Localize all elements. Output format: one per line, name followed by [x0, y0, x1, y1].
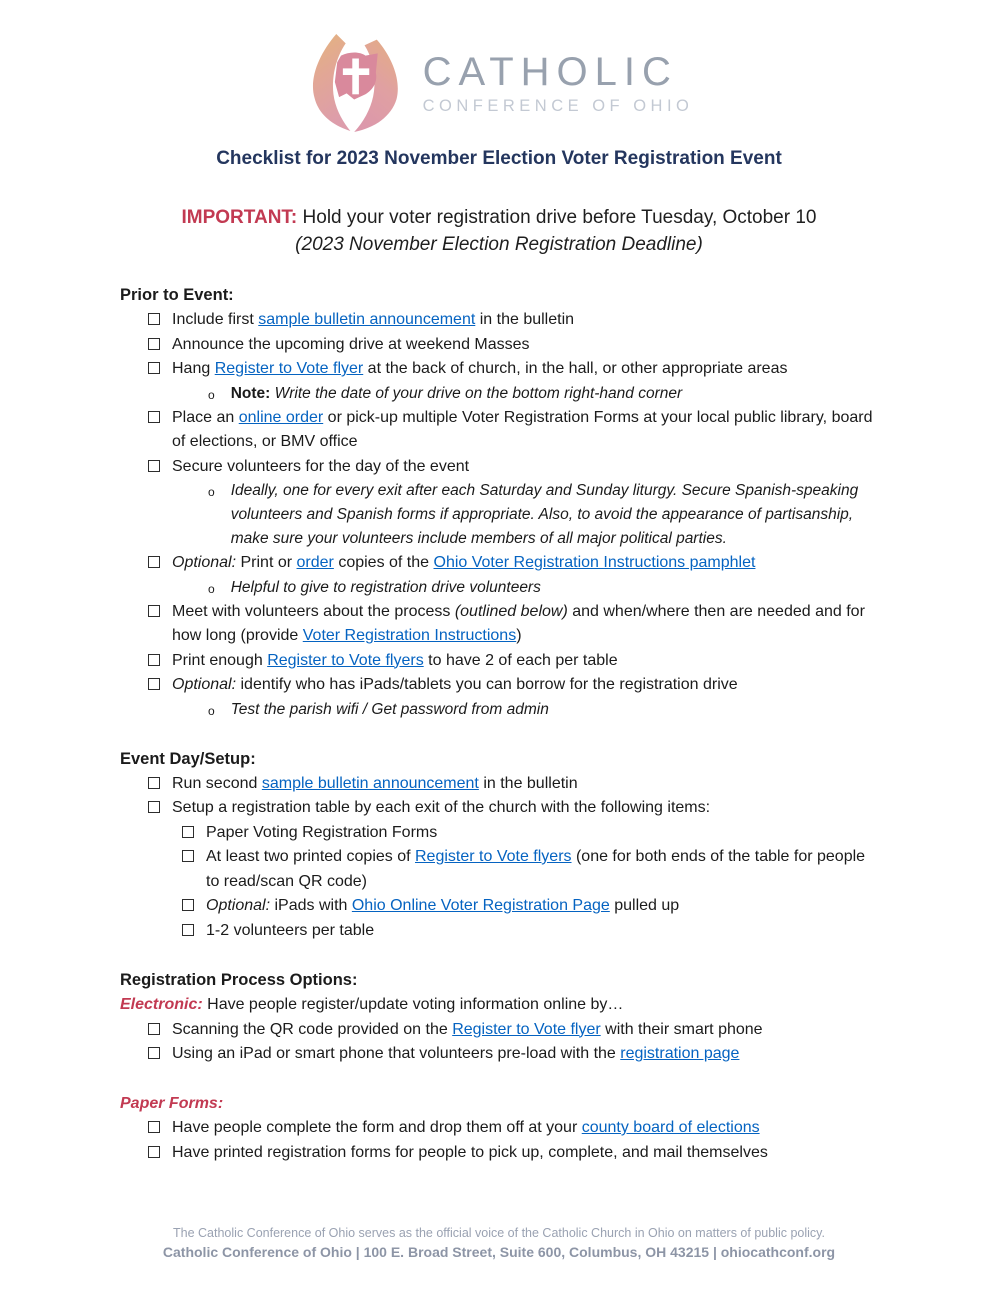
- checkbox-icon[interactable]: [148, 1121, 160, 1133]
- item-text: [172, 1018, 876, 1043]
- checklist-item: [120, 772, 876, 797]
- item-text: [206, 845, 876, 894]
- item-text: [172, 455, 876, 480]
- checklist-item: [120, 649, 876, 674]
- important-label: IMPORTANT:: [181, 207, 298, 228]
- item-text: [231, 479, 876, 551]
- item-text: [172, 308, 876, 333]
- text-segment: Have printed registration forms for people to pick up, complete, and mail themselves: [172, 1143, 768, 1161]
- section: [120, 747, 876, 944]
- item-text: [172, 357, 876, 382]
- text-segment: Include first: [172, 311, 259, 328]
- checklist-item: [120, 551, 876, 576]
- item-text: [231, 698, 876, 722]
- text-segment: Have people complete the form and drop them off at your: [172, 1119, 582, 1136]
- item-text: [172, 333, 876, 358]
- text-segment: Setup a registration table by each exit of the church with the following items:: [172, 799, 711, 816]
- sub-note: [120, 479, 876, 551]
- item-text: [120, 1092, 876, 1117]
- item-text: [206, 919, 876, 944]
- checkbox-icon[interactable]: [182, 924, 194, 936]
- text-segment: Note:: [230, 384, 275, 402]
- important-note: [0, 204, 998, 258]
- checkbox-icon[interactable]: [148, 678, 160, 690]
- checkbox-icon[interactable]: [148, 362, 160, 374]
- item-text: [172, 1141, 876, 1166]
- page-title: Checklist for 2023 November Election Voter Registration Event: [216, 148, 782, 169]
- checkbox-icon[interactable]: [182, 826, 194, 838]
- text-segment: in the bulletin: [475, 311, 575, 328]
- text-segment: copies of the: [333, 554, 434, 571]
- text-segment: Paper Forms:: [120, 1094, 224, 1112]
- checkbox-icon[interactable]: [148, 777, 160, 789]
- sub-note: [120, 382, 876, 406]
- link[interactable]: county board of elections: [581, 1119, 760, 1136]
- text-segment: Test the parish wifi / Get password from admin: [230, 700, 549, 718]
- item-text: [172, 406, 876, 455]
- checklist-item: [120, 796, 876, 821]
- section: [120, 1092, 876, 1166]
- item-text: [231, 382, 876, 406]
- text-segment: at the back of church, in the hall, or other appropriate areas: [363, 360, 788, 377]
- section: [120, 968, 876, 1067]
- circle-bullet-icon: o: [208, 581, 215, 596]
- text-segment: identify who has iPads/tablets you can borrow for the registration drive: [236, 676, 738, 693]
- sub-note: [120, 576, 876, 600]
- checkbox-icon[interactable]: [148, 1047, 160, 1059]
- link[interactable]: Ohio Voter Registration Instructions pamphlet: [433, 554, 756, 571]
- text-segment: Run second: [172, 774, 262, 792]
- item-text: [231, 576, 876, 600]
- text-segment: Paper Voting Registration Forms: [206, 823, 438, 841]
- text-segment: Optional:: [172, 554, 237, 571]
- text-segment: pulled up: [609, 897, 680, 914]
- text-segment: and when/where then are needed and for how long (provide: [172, 602, 870, 644]
- text-segment: (one for both ends of the table for people to read/scan QR code): [206, 848, 870, 890]
- text-segment: Print enough: [172, 651, 268, 669]
- item-text: [206, 821, 876, 846]
- checklist-item: [120, 600, 876, 649]
- link[interactable]: Register to Vote flyers: [267, 651, 424, 669]
- item-text: [172, 772, 876, 797]
- checklist-item: [120, 308, 876, 333]
- item-text: [172, 600, 876, 649]
- text-segment: with their smart phone: [600, 1020, 763, 1038]
- item-text: [172, 551, 876, 576]
- important-text: Hold your voter registration drive before Tuesday, October 10: [297, 207, 817, 228]
- checkbox-icon[interactable]: [148, 338, 160, 350]
- checklist-item: [120, 455, 876, 480]
- link[interactable]: Register to Vote flyer: [214, 360, 364, 377]
- checkbox-icon[interactable]: [182, 850, 194, 862]
- important-line: [0, 204, 998, 231]
- text-segment: Hang: [172, 360, 215, 377]
- logo-text: [422, 49, 694, 115]
- item-text: [120, 993, 876, 1018]
- checkbox-icon[interactable]: [148, 801, 160, 813]
- text-segment: At least two printed copies of: [206, 848, 415, 865]
- checkbox-icon[interactable]: [148, 1146, 160, 1158]
- item-text: [172, 649, 876, 674]
- checkbox-icon[interactable]: [148, 556, 160, 568]
- checklist-item: [120, 673, 876, 698]
- footer-address: Catholic Conference of Ohio | 100 E. Broad Street, Suite 600, Columbus, OH 43215 | ohiocathconf.org: [162, 1244, 836, 1260]
- text-segment: or pick-up multiple Voter Registration Forms at your local public library, board of elections, or BMV office: [172, 408, 877, 450]
- item-text: [172, 1042, 876, 1067]
- process-line: [120, 993, 876, 1018]
- checklist-item: [120, 406, 876, 455]
- text-segment: (outlined below): [454, 602, 568, 620]
- circle-bullet-icon: o: [208, 703, 215, 718]
- section-heading: Event Day/Setup:: [120, 749, 256, 768]
- text-segment: 1-2 volunteers per table: [206, 921, 375, 939]
- checklist-item: [120, 333, 876, 358]
- nested-checklist-item: [120, 894, 876, 919]
- item-text: [172, 673, 876, 698]
- circle-bullet-icon: o: [208, 485, 215, 499]
- text-segment: Announce the upcoming drive at weekend Masses: [172, 335, 530, 353]
- link[interactable]: sample bulletin announcement: [258, 311, 476, 328]
- checklist-item: [120, 1141, 876, 1166]
- section-heading: Registration Process Options:: [120, 971, 358, 989]
- text-segment: Using an iPad or smart phone that volunteers pre-load with the: [172, 1045, 621, 1062]
- section-heading: Prior to Event:: [120, 286, 234, 304]
- item-text: [172, 796, 876, 821]
- link[interactable]: Voter Registration Instructions: [302, 627, 517, 644]
- link[interactable]: order: [296, 554, 334, 571]
- text-segment: in the bulletin: [478, 774, 578, 792]
- checkbox-icon[interactable]: [148, 1023, 160, 1035]
- checkbox-icon[interactable]: [148, 605, 160, 617]
- logo: [0, 0, 998, 132]
- text-segment: Helpful to give to registration drive volunteers: [230, 578, 541, 596]
- nested-checklist-item: [120, 919, 876, 944]
- text-segment: Optional:: [172, 676, 237, 693]
- nested-checklist-item: [120, 845, 876, 894]
- text-segment: Place an: [172, 408, 239, 426]
- footer-tagline: The Catholic Conference of Ohio serves as the official voice of the Catholic Church in Ohio on matters of public policy.: [173, 1226, 825, 1240]
- section: [120, 283, 876, 722]
- link[interactable]: Ohio Online Voter Registration Page: [351, 897, 610, 914]
- footer: [0, 1226, 998, 1260]
- checkbox-icon[interactable]: [148, 411, 160, 423]
- checkbox-icon[interactable]: [182, 899, 194, 911]
- text-segment: to have 2 of each per table: [423, 651, 618, 669]
- sub-note: [120, 698, 876, 722]
- checkbox-icon[interactable]: [148, 460, 160, 472]
- link[interactable]: online order: [238, 408, 324, 426]
- text-segment: Ideally, one for every exit after each Saturday and Sunday liturgy. Secure Spanish-speaking volunteers and Spanish forms if appropriate. Also, to avoid the appearance of partisanship, make sure your volunteers include members of all major political parties.: [230, 482, 863, 547]
- checkbox-icon[interactable]: [148, 313, 160, 325]
- item-text: [172, 1116, 876, 1141]
- text-segment: Secure volunteers for the day of the event: [172, 457, 470, 475]
- brand-subtitle: CONFERENCE OF OHIO: [422, 96, 694, 115]
- nested-checklist-item: [120, 821, 876, 846]
- text-segment: Electronic:: [120, 996, 203, 1013]
- text-segment: Meet with volunteers about the process: [172, 602, 455, 620]
- text-segment: Have people register/update voting information online by…: [202, 996, 624, 1013]
- item-text: [206, 894, 876, 919]
- checklist-sections: [0, 283, 998, 1165]
- ccoh-flame-ohio-icon: [305, 34, 409, 132]
- checklist-item: [120, 1042, 876, 1067]
- link[interactable]: Register to Vote flyer: [452, 1020, 601, 1038]
- link[interactable]: sample bulletin announcement: [261, 774, 479, 792]
- text-segment: Scanning the QR code provided on the: [172, 1020, 453, 1038]
- text-segment: Write the date of your drive on the bottom right-hand corner: [274, 384, 683, 402]
- checklist-item: [120, 357, 876, 382]
- checklist-item: [120, 1018, 876, 1043]
- checkbox-icon[interactable]: [148, 654, 160, 666]
- text-segment: Print or: [236, 554, 297, 571]
- text-segment: ): [516, 627, 522, 644]
- deadline-line: (2023 November Election Registration Deadline): [295, 234, 703, 255]
- circle-bullet-icon: o: [208, 387, 215, 402]
- text-segment: iPads with: [270, 897, 352, 914]
- process-line: [120, 1092, 876, 1117]
- text-segment: Optional:: [206, 897, 271, 914]
- brand-name: CATHOLIC: [422, 49, 678, 94]
- checklist-item: [120, 1116, 876, 1141]
- link[interactable]: Register to Vote flyers: [415, 848, 572, 865]
- link[interactable]: registration page: [620, 1045, 740, 1062]
